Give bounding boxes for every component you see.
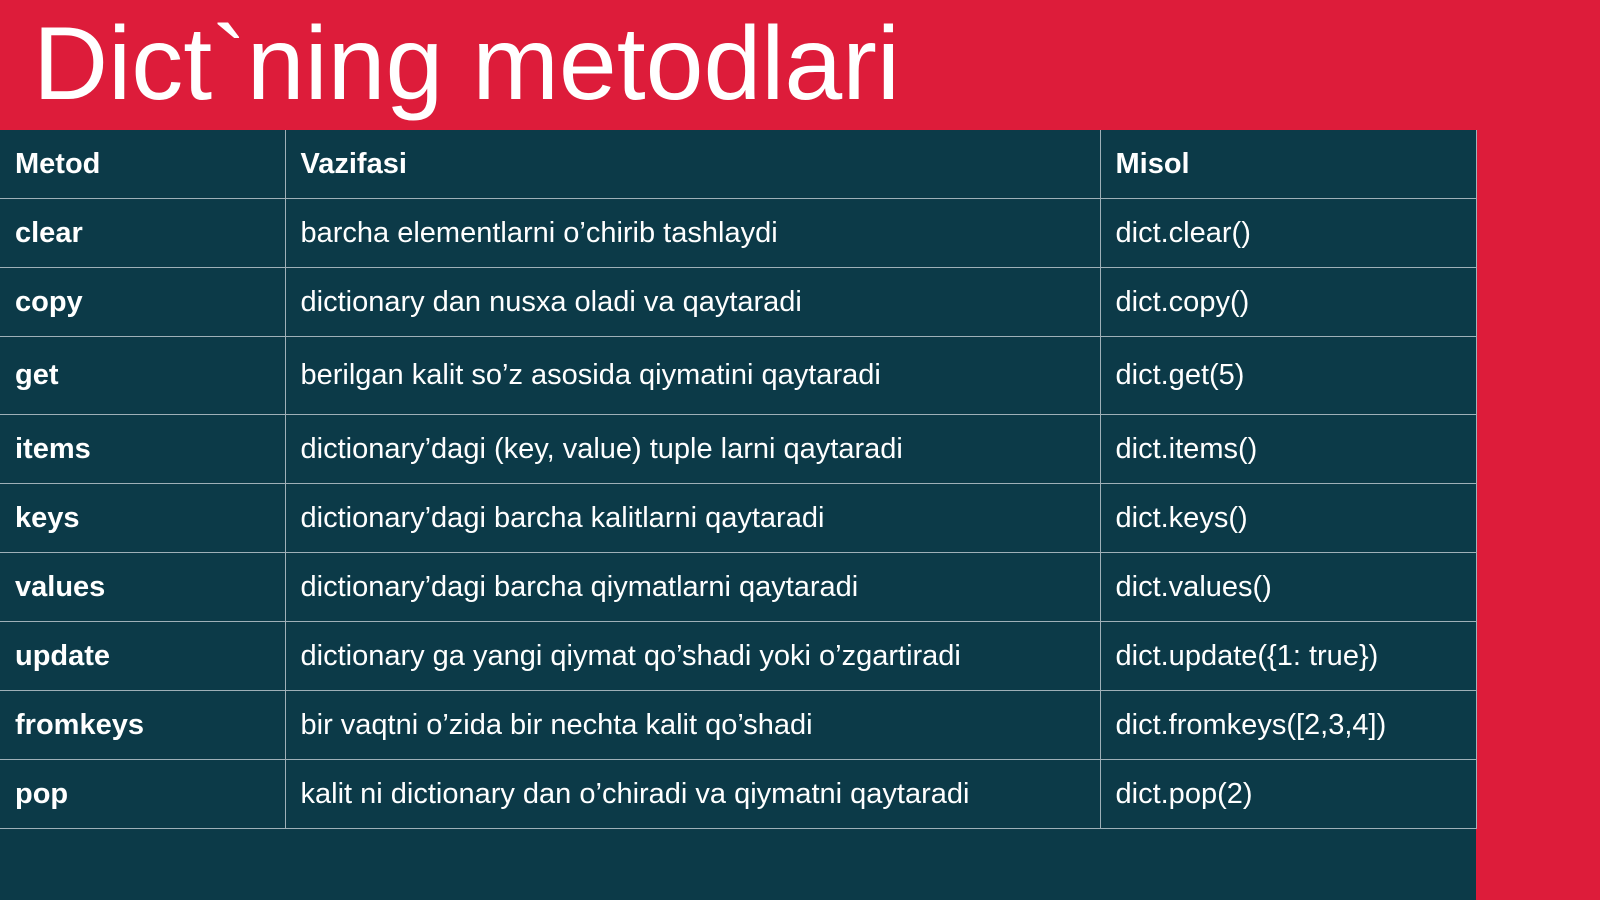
example-cell: dict.keys() [1100,484,1476,553]
table-row [0,337,1476,415]
example-cell: dict.fromkeys([2,3,4]) [1100,691,1476,760]
description-cell: berilgan kalit so’z asosida qiymatini qaytaradi [285,337,1100,415]
table-row [0,268,1476,337]
description-cell: dictionary ga yangi qiymat qo’shadi yoki o’zgartiradi [285,622,1100,691]
method-cell: values [0,553,285,622]
method-cell: keys [0,484,285,553]
table-row [0,622,1476,691]
example-cell: dict.pop(2) [1100,760,1476,829]
method-cell: items [0,415,285,484]
method-cell: pop [0,760,285,829]
example-cell: dict.values() [1100,553,1476,622]
table-row [0,760,1476,829]
method-cell: update [0,622,285,691]
header-description: Vazifasi [285,130,1100,199]
method-cell: get [0,337,285,415]
example-cell: dict.get(5) [1100,337,1476,415]
header-example: Misol [1100,130,1476,199]
description-cell: dictionary’dagi (key, value) tuple larni qaytaradi [285,415,1100,484]
description-cell: dictionary dan nusxa oladi va qaytaradi [285,268,1100,337]
table-row [0,691,1476,760]
example-cell: dict.update({1: true}) [1100,622,1476,691]
example-cell: dict.clear() [1100,199,1476,268]
table-row [0,484,1476,553]
header-method: Metod [0,130,285,199]
slide-title: Dict`ning metodlari [33,6,900,122]
method-cell: clear [0,199,285,268]
example-cell: dict.items() [1100,415,1476,484]
table-row [0,415,1476,484]
table-row [0,553,1476,622]
method-cell: fromkeys [0,691,285,760]
description-cell: bir vaqtni o’zida bir nechta kalit qo’shadi [285,691,1100,760]
table-panel [0,130,1476,900]
methods-table [0,130,1477,829]
table-header-row [0,130,1476,199]
table-row [0,199,1476,268]
description-cell: kalit ni dictionary dan o’chiradi va qiymatni qaytaradi [285,760,1100,829]
description-cell: dictionary’dagi barcha kalitlarni qaytaradi [285,484,1100,553]
description-cell: dictionary’dagi barcha qiymatlarni qaytaradi [285,553,1100,622]
example-cell: dict.copy() [1100,268,1476,337]
method-cell: copy [0,268,285,337]
description-cell: barcha elementlarni o’chirib tashlaydi [285,199,1100,268]
